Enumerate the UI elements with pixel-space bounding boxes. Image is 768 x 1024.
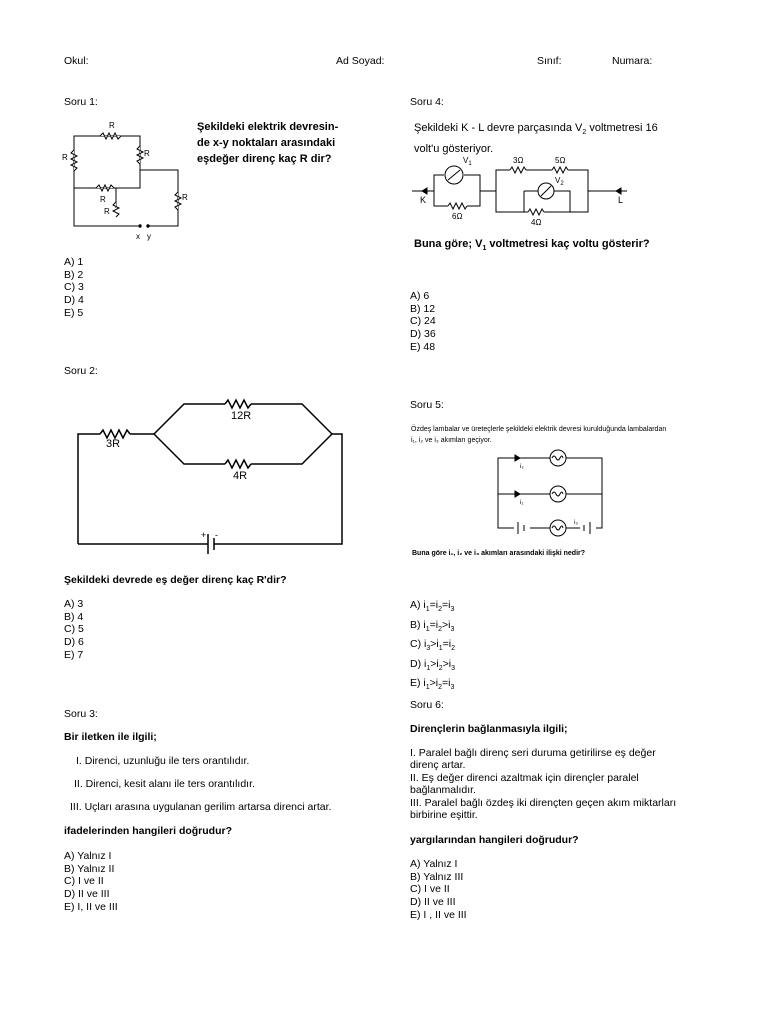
q4-label-v2: $V_2$ [555,176,564,187]
q5-title: Soru 5: [410,399,444,411]
q4-question: Buna göre; $V_1$ voltmetresi kaç voltu gösterir? [414,238,650,253]
q5-option-c[interactable]: C) $i_3>i_1=i_2$ [410,638,455,653]
q1-options [64,256,84,320]
q1-label-r-vert: R [104,207,110,216]
q4-label-4ohm: 4Ω [531,218,542,227]
q5-label-i2: i₂ [520,464,524,470]
q4-label-v1: $V_1$ [463,156,472,167]
q4-option-a[interactable]: A) 6 [410,290,430,302]
q6-options [410,858,467,922]
q4-option-b[interactable]: B) 12 [410,302,436,315]
name-label: Ad Soyad: [336,55,385,67]
q4-option-c[interactable]: C) 24 [410,315,436,328]
q4-label-k: K [420,195,427,205]
q4-title: Soru 4: [410,96,444,108]
q1-circuit [60,118,200,243]
q4-options [410,290,436,354]
q5-label-i1: i₁ [520,500,524,506]
q2-option-b[interactable]: B) 4 [64,610,84,623]
q1-label-x: x [136,232,140,241]
q6-option-d[interactable]: D) II ve III [410,896,456,909]
q1-label-r-mid: R [144,149,150,158]
q6-question: yargılarından hangileri doğrudur? [410,834,579,846]
q2-option-a[interactable]: A) 3 [64,598,84,610]
q6-option-e[interactable]: E) I , II ve III [410,908,467,921]
q1-label-r-left: R [62,153,68,162]
q3-option-e[interactable]: E) I, II ve III [64,900,118,913]
q1-option-d[interactable]: D) 4 [64,294,84,307]
q2-circuit [70,388,350,558]
q6-option-c[interactable]: C) I ve II [410,883,450,896]
q5-question: Buna göre i₁, i₂ ve i₃ akımları arasındaki ilişki nedir? [412,550,586,557]
q1-title: Soru 1: [64,96,98,108]
q2-option-e[interactable]: E) 7 [64,648,84,661]
q1-label-r-bottom: R [100,195,106,204]
q4-label-3ohm: 3Ω [513,156,524,165]
q6-item-2: II. Eş değer direnci azaltmak için dirençler paralel bağlanmalıdır. [410,771,639,797]
q2-label-12r: 12R [231,410,252,422]
class-label: Sınıf: [537,55,562,67]
q5-statement-line1: Özdeş lambalar ve üreteçlerle şekildeki elektrik devresi kurulduğunda lambalardan [411,426,667,433]
q5-option-d[interactable]: D) $i_1>i_2>i_3$ [410,657,455,672]
q4-option-d[interactable]: D) 36 [410,328,436,341]
q3-option-d[interactable]: D) II ve III [64,888,110,901]
school-label: Okul: [64,55,89,67]
q4-statement: Şekildeki K - L devre parçasında $V_2$ voltmetresi 16 volt'u gösteriyor. [414,122,658,156]
q2-battery-minus: - [215,530,218,540]
q3-question: ifadelerinden hangileri doğrudur? [64,825,233,837]
q2-battery-plus: + [201,530,207,540]
q2-option-c[interactable]: C) 5 [64,623,84,636]
q4-option-e[interactable]: E) 48 [410,340,436,353]
q3-option-c[interactable]: C) I ve II [64,875,104,888]
q3-item-2: II. Direnci, kesit alanı ile ters orantılıdır. [74,778,255,790]
q4-label-5ohm: 5Ω [555,156,566,165]
q6-option-a[interactable]: A) Yalnız I [410,858,458,870]
q2-title: Soru 2: [64,365,98,377]
q1-question: Şekildeki elektrik devresin- de x-y noktaları arasındaki eşdeğer direnç kaç R dir? [197,121,339,165]
q5-statement [411,424,666,446]
q3-title: Soru 3: [64,708,98,720]
q6-title: Soru 6: [410,699,444,711]
q2-options [64,598,84,662]
q6-intro: Dirençlerin bağlanmasıyla ilgili; [410,723,568,735]
q1-option-e[interactable]: E) 5 [64,306,84,319]
q1-option-a[interactable]: A) 1 [64,256,84,268]
q2-question: Şekildeki devrede eş değer direnç kaç R'dir? [64,574,287,586]
q3-item-3: III. Uçları arasına uygulanan gerilim artarsa direnci artar. [70,801,332,813]
q3-option-b[interactable]: B) Yalnız II [64,862,115,875]
q6-item-1: I. Paralel bağlı direnç seri duruma getirilirse eş değer direnç artar. [410,747,656,772]
q4-circuit [412,150,637,230]
q1-option-b[interactable]: B) 2 [64,268,84,281]
q1-label-y: y [147,232,151,241]
q1-label-r-top: R [109,121,115,130]
q3-option-a[interactable]: A) Yalnız I [64,850,112,862]
q5-option-a[interactable]: A) $i_1=i_2=i_3$ [410,599,455,614]
q5-label-i3: i₃ [574,520,578,526]
q6-item-3: III. Paralel bağlı özdeş iki dirençten geçen akım miktarları birbirine eşittir. [410,796,677,822]
q6-option-b[interactable]: B) Yalnız III [410,870,464,883]
q2-label-3r: 3R [106,438,121,450]
q1-label-r-right: R [182,193,188,202]
q4-label-6ohm: 6Ω [452,212,463,221]
q6-items [410,747,676,821]
q3-options [64,850,118,914]
q4-label-l: L [618,195,624,205]
number-label: Numara: [612,55,653,67]
q5-options [410,598,455,696]
q2-option-d[interactable]: D) 6 [64,636,84,649]
q3-intro: Bir iletken ile ilgili; [64,731,157,743]
q5-option-b[interactable]: B) $i_1=i_2>i_3$ [410,618,455,633]
q5-option-e[interactable]: E) $i_1>i_2=i_3$ [410,677,455,692]
q1-option-c[interactable]: C) 3 [64,281,84,294]
q2-label-4r: 4R [233,470,248,482]
q3-item-1: I. Direnci, uzunluğu ile ters orantılıdır. [76,755,250,767]
q5-statement-line2: i₁, i₂ ve i₃ akımları geçiyor. [411,437,492,444]
q5-circuit [480,448,620,538]
